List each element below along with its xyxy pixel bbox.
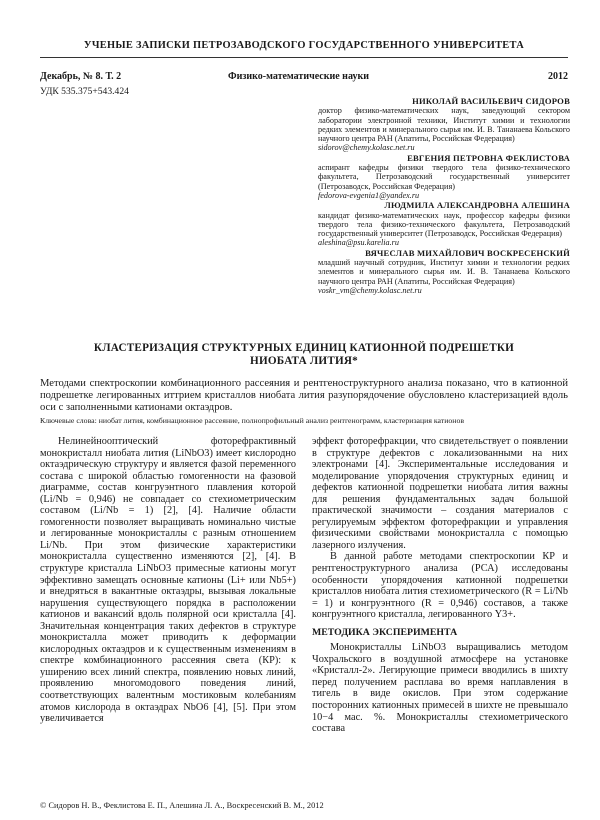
author-email[interactable]: voskr_vm@chemy.kolasc.net.ru bbox=[318, 285, 422, 295]
body-column-left bbox=[40, 436, 296, 725]
article-title-line: НИОБАТА ЛИТИЯ* bbox=[250, 355, 358, 367]
issue-number: Декабрь, № 8. Т. 2 bbox=[40, 71, 122, 82]
author-name: ЕВГЕНИЯ ПЕТРОВНА ФЕКЛИСТОВА bbox=[407, 152, 570, 163]
section-name: Физико-математические науки bbox=[228, 71, 369, 82]
issue-year: 2012 bbox=[548, 71, 568, 82]
author-affiliation: аспирант кафедры физики твердого тела физико-технического факультета, Петрозаводский государственный университет (Петрозаводск, Российская Федерация) bbox=[318, 163, 570, 191]
author-email[interactable]: fedorova-evgenia1@yandex.ru bbox=[318, 190, 420, 200]
authors-block bbox=[318, 97, 570, 296]
author-name: ЛЮДМИЛА АЛЕКСАНДРОВНА АЛЕШИНА bbox=[384, 200, 570, 211]
author-entry bbox=[318, 154, 570, 200]
section-heading: МЕТОДИКА ЭКСПЕРИМЕНТА bbox=[312, 626, 458, 638]
article-title-line: КЛАСТЕРИЗАЦИЯ СТРУКТУРНЫХ ЕДИНИЦ КАТИОННОЙ ПОДРЕШЕТКИ bbox=[93, 342, 515, 354]
author-entry bbox=[318, 201, 570, 247]
author-affiliation: кандидат физико-математических наук, профессор кафедры физики твердого тела физико-технического факультета, Петрозаводский государственный университет (Петрозаводск, Российская Федерация) bbox=[318, 210, 570, 239]
author-email[interactable]: aleshina@psu.karelia.ru bbox=[318, 238, 399, 248]
author-affiliation: младший научный сотрудник, Институт химии и технологии редких элементов и минерального сырья им. И. В. Тананаева Кольского научного центра РАН (Апатиты, Российская Федерация) bbox=[318, 258, 570, 286]
header-rule bbox=[40, 57, 568, 58]
author-email[interactable]: sidorov@chemy.kolasc.net.ru bbox=[318, 143, 415, 153]
article-title bbox=[40, 342, 568, 368]
author-name: ВЯЧЕСЛАВ МИХАЙЛОВИЧ ВОСКРЕСЕНСКИЙ bbox=[365, 247, 570, 258]
body-paragraph: эффект фоторефракции, что свидетельствует о появлении в структуре дефектов с локализованными на них электронами [4]. Экспериментальные исследования и моделирование упорядочения структурных единиц и дефектов катионной подрешетки ниобата лития важны для решения фундаментальных задач большой практической значимости – создания материалов с регулируемым эффектом фоторефракции и управления физическими свойствами монокристалла с помощью лазерного излучения. bbox=[312, 436, 568, 551]
body-paragraph: Нелинейнооптический фоторефрактивный монокристалл ниобата лития (LiNbO3) имеет кислородно октаэдрическую структуру и является фазой переменного состава с широкой областью гомогенности на фазовой диаграмме, состав конгруэнтного плавления которой (Li/Nb = 0,946) не совпадает со стехиометрическим составом (Li/Nb = 1) [2], [4]. Наличие области гомогенности позволяет выращивать номинально чистые и легированные монокристаллы с разным отношением Li/Nb. При этом физические характеристики монокристалла существенно изменяются [2], [4]. В структуре кристалла LiNbO3 примесные катионы могут эффективно замещать основные катионы (Li+ или Nb5+) и внедряться в вакантные октаэдры, вызывая локальные нарушения существующего порядка в расположении катионов и вакансий вдоль полярной оси кристалла [4]. Значительная концентрация таких дефектов в структуре монокристалла может приводить к деформации кислородных октаэдров и к существенным изменениям в спектре комбинационного рассеяния света (КР): к уширению всех линий спектра, появлению новых линий, проявлению многомодового поведения линий, соответствующих валентным мостиковым колебаниям атомов кислорода в октаэдрах NbO6 [4], [5]. При этом увеличивается bbox=[40, 436, 296, 725]
author-entry bbox=[318, 97, 570, 153]
body-column-right bbox=[312, 436, 568, 735]
abstract: Методами спектроскопии комбинационного рассеяния и рентгеноструктурного анализа показано, что в катионной подрешетке легированных иттрием кристаллов ниобата лития разупорядочение обусловлено кластеризацией вдоль оси с заполненными катионами октаэдров. bbox=[40, 378, 568, 413]
author-entry bbox=[318, 249, 570, 295]
body-paragraph: Монокристаллы LiNbO3 выращивались методом Чохральского в воздушной атмосфере на установке «Кристалл-2». Легирующие примеси вводились в шихту перед получением расплава во время наплавления в тигель в виде окислов. При этом содержание посторонних катионных примесей в шихте не превышало 10−4 мас. %. Монокристаллы стехиометрического состава bbox=[312, 642, 568, 735]
author-affiliation: доктор физико-математических наук, заведующий сектором лаборатории электронной техники, Институт химии и технологии редких элементов и минерального сырья им. И. В. Тананаева Кольского научного центра РАН (Апатиты, Российская Федерация) bbox=[318, 106, 570, 144]
udk-code: УДК 535.375+543.424 bbox=[40, 86, 129, 97]
body-paragraph: В данной работе методами спектроскопии КР и рентгеноструктурного анализа (РСА) исследованы особенности упорядочения катионной подрешетки кристаллов ниобата лития стехиометрического (R = Li/Nb = 1) и конгруэнтного (R = 0,946) составов, а также конгруэнтного кристалла, легированного Y3+. bbox=[312, 551, 568, 621]
author-name: НИКОЛАЙ ВАСИЛЬЕВИЧ СИДОРОВ bbox=[412, 96, 570, 106]
journal-title: УЧЕНЫЕ ЗАПИСКИ ПЕТРОЗАВОДСКОГО ГОСУДАРСТВЕННОГО УНИВЕРСИТЕТА bbox=[83, 40, 525, 51]
copyright: © Сидоров Н. В., Феклистова Е. П., Алешина Л. А., Воскресенский В. М., 2012 bbox=[40, 801, 324, 810]
keywords: Ключевые слова: ниобат лития, комбинационное рассеяние, полнопрофильный анализ рентгенограмм, кластеризация катионов bbox=[40, 416, 465, 425]
